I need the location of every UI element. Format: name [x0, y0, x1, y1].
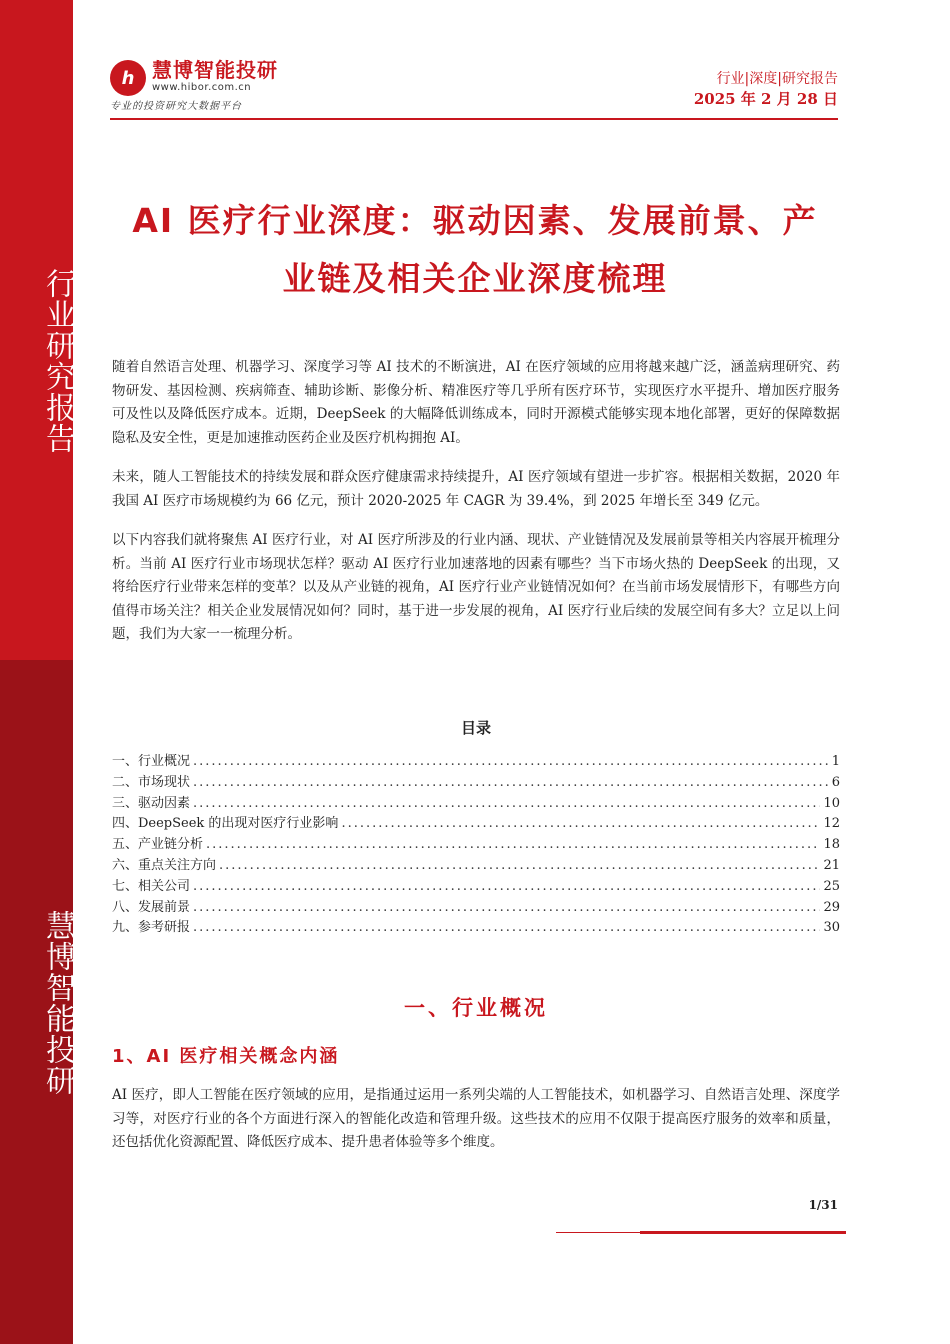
toc-item-page: 29: [823, 899, 840, 915]
toc-item[interactable]: [112, 773, 840, 794]
toc-item-page: 12: [823, 816, 840, 832]
toc-item[interactable]: [112, 877, 840, 898]
intro-paragraph: 随着自然语言处理、机器学习、深度学习等 AI 技术的不断演进，AI 在医疗领域的应用将越来越广泛，涵盖病理研究、药物研发、基因检测、疾病筛查、辅助诊断、影像分析、精准医疗等几乎所有医疗环节，实现医疗水平提升、增加医疗服务可及性以及降低医疗成本。近期，DeepSeek 的大幅降低训练成本，同时开源模式能够实现本地化部署，更好的保障数据隐私及安全性，更是加速推动医药企业及医疗机构拥抱 AI。: [112, 359, 840, 446]
toc-leader: [206, 835, 820, 856]
toc-leader: [193, 752, 829, 773]
toc-leader: [193, 877, 820, 898]
intro-body: [112, 356, 840, 663]
report-title: [100, 192, 850, 308]
toc-item-page: 30: [823, 920, 840, 936]
toc-leader: [193, 898, 820, 919]
toc-leader: [193, 918, 820, 939]
logo-mark-icon: h: [110, 60, 146, 96]
report-category: 行业|深度|研究报告: [716, 71, 838, 87]
toc-item-page: 18: [823, 837, 840, 853]
sidebar-report-type: 行业研究报告: [40, 268, 75, 454]
toc-leader: [193, 794, 820, 815]
logo-slogan: 专业的投资研究大数据平台: [110, 101, 242, 112]
page-number: 1/31: [808, 1198, 838, 1212]
table-of-contents: [112, 752, 840, 939]
report-date: 2025 年 2 月 28 日: [693, 90, 838, 108]
toc-item[interactable]: [112, 752, 840, 773]
toc-item-label: 三、驱动因素: [112, 795, 191, 811]
toc-item-page: 21: [823, 857, 840, 873]
toc-item-label: 八、发展前景: [112, 899, 191, 915]
toc-leader: [219, 856, 820, 877]
title-line-1: AI 医疗行业深度：驱动因素、发展前景、产: [132, 201, 818, 240]
toc-item-page: 1: [831, 754, 840, 769]
header-divider: [110, 118, 838, 120]
toc-item[interactable]: [112, 918, 840, 939]
toc-item-label: 五、产业链分析: [112, 837, 204, 853]
toc-leader: [341, 814, 820, 835]
sidebar-brand: 慧博智能投研: [40, 910, 75, 1096]
intro-paragraph: 以下内容我们就将聚焦 AI 医疗行业，对 AI 医疗所涉及的行业内涵、现状、产业链情况及发展前景等相关内容展开梳理分析。当前 AI 医疗行业市场现状怎样？驱动 AI 医疗行业加速落地的因素有哪些？当下市场火热的 DeepSeek 的出现，又将给医疗行业带来怎样的变革？以及从产业链的视角，AI 医疗行业产业链情况如何？在当前市场发展情形下，有哪些方向值得市场关注？相关企业发展情况如何？同时，基于进一步发展的视角，AI 医疗行业后续的发展空间有多大？立足以上问题，我们为大家一一梳理分析。: [112, 532, 840, 642]
toc-title: 目录: [460, 719, 491, 737]
header-meta: [694, 70, 838, 110]
toc-item[interactable]: [112, 835, 840, 856]
section-paragraph: AI 医疗，即人工智能在医疗领域的应用，是指通过运用一系列尖端的人工智能技术，如机器学习、自然语言处理、深度学习等，对医疗行业的各个方面进行深入的智能化改造和管理升级。这些技术的应用不仅限于提高医疗服务的效率和质量，还包括优化资源配置、降低医疗成本、提升患者体验等多个维度。: [112, 1087, 840, 1150]
toc-item-page: 25: [823, 878, 840, 894]
toc-item-page: 6: [831, 774, 840, 790]
toc-item-label: 一、行业概况: [112, 754, 191, 769]
toc-item-label: 二、市场现状: [112, 774, 191, 790]
footer-rule-thick: [640, 1231, 846, 1234]
toc-leader: [193, 773, 829, 794]
toc-item[interactable]: [112, 814, 840, 835]
toc-item[interactable]: [112, 856, 840, 877]
toc-item[interactable]: [112, 794, 840, 815]
toc-item-label: 四、DeepSeek 的出现对医疗行业影响: [112, 816, 339, 832]
toc-item-label: 七、相关公司: [112, 878, 191, 894]
intro-paragraph: 未来，随人工智能技术的持续发展和群众医疗健康需求持续提升，AI 医疗领域有望进一步扩容。根据相关数据，2020 年我国 AI 医疗市场规模约为 66 亿元，预计 2020-2025 年 CAGR 为 39.4%，到 2025 年增长至 349 亿元。: [112, 469, 840, 509]
sidebar: [0, 0, 73, 1344]
title-line-2: 业链及相关企业深度梳理: [282, 259, 668, 298]
section-heading: 一、行业概况: [404, 996, 548, 1020]
toc-item-label: 六、重点关注方向: [112, 857, 217, 873]
brand-logo[interactable]: [110, 58, 278, 96]
logo-name: 慧博智能投研: [152, 58, 278, 82]
subsection-heading: 1、AI 医疗相关概念内涵: [112, 1046, 340, 1067]
section-body: [112, 1084, 840, 1171]
toc-item-label: 九、参考研报: [112, 920, 191, 936]
toc-item[interactable]: [112, 898, 840, 919]
toc-item-page: 10: [823, 795, 840, 811]
logo-url: www.hibor.com.cn: [152, 82, 252, 93]
